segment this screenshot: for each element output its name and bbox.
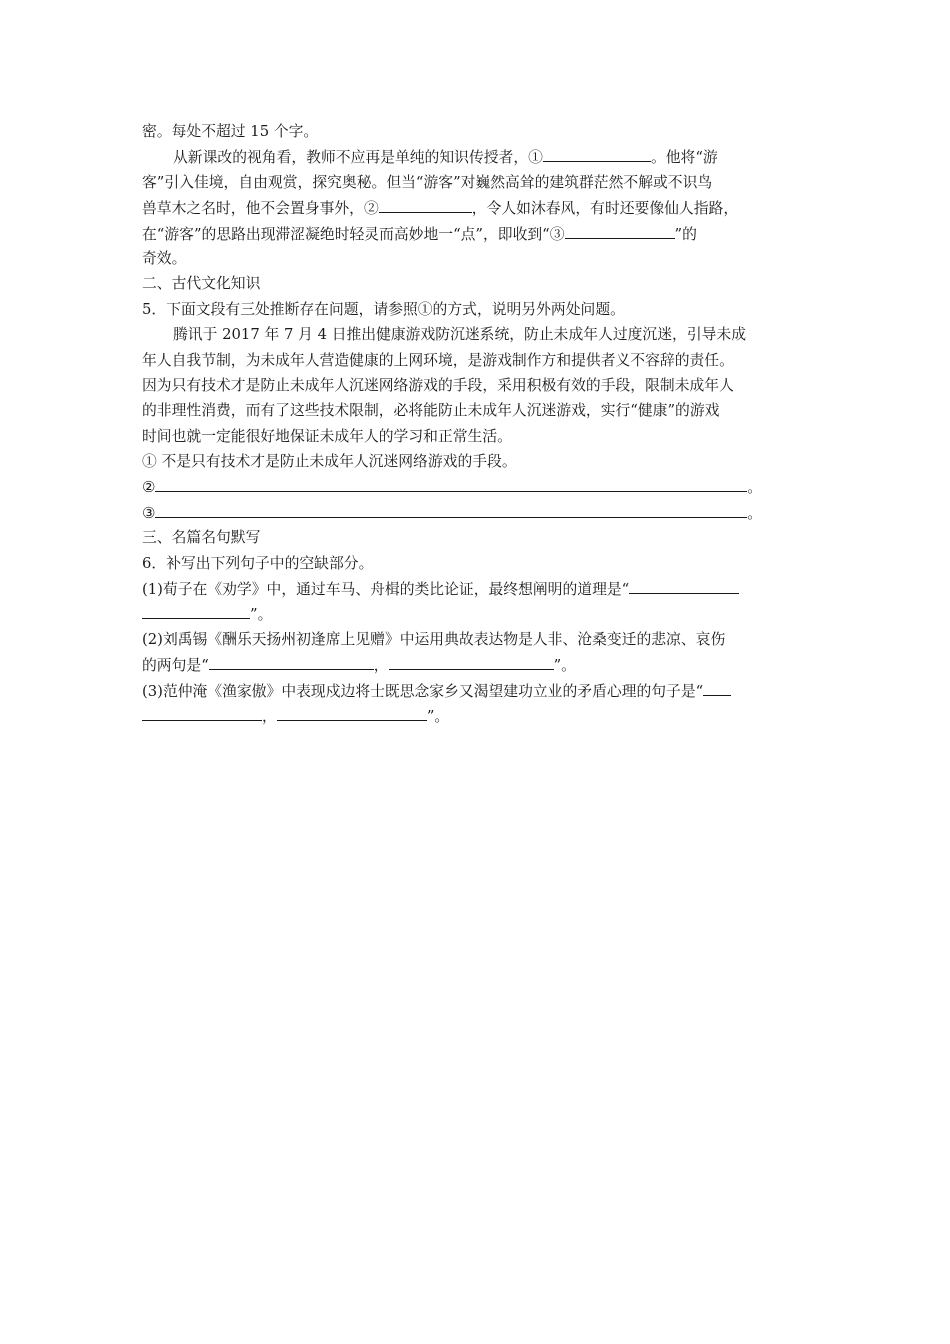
text-segment: (1)荀子在《劝学》中，通过车马、舟楫的类比论证，最终想阐明的道理是“	[142, 581, 630, 599]
document-content	[142, 119, 814, 728]
question-line	[142, 678, 814, 703]
paragraph-line	[142, 221, 814, 246]
answer-blank[interactable]	[629, 576, 739, 594]
text-segment: ”的	[674, 225, 697, 243]
question-line	[142, 703, 814, 728]
answer-line	[142, 474, 814, 499]
question-line	[142, 601, 814, 626]
answer-blank[interactable]	[155, 500, 747, 518]
text-segment: 。	[747, 479, 763, 497]
answer-blank[interactable]	[543, 144, 651, 162]
text-segment: 。他将“游	[650, 149, 718, 167]
passage-line: 因为只有技术才是防止未成年人沉迷网络游戏的手段，采用积极有效的手段，限制未成年人	[142, 376, 734, 394]
answer-label: ③	[142, 504, 156, 522]
answer-label: ②	[142, 479, 156, 497]
passage-line: 年人自我节制，为未成年人营造健康的上网环境，是游戏制作方和提供者义不容辞的责任。	[142, 351, 734, 369]
text-segment: 兽草木之名时，他不会置身事外，②	[142, 200, 379, 218]
text-segment: ，	[262, 707, 277, 725]
text-segment: ”。	[250, 606, 273, 624]
section-title: 二、古代文化知识	[142, 275, 261, 293]
question-prompt: 6．补写出下列句子中的空缺部分。	[142, 554, 374, 572]
passage-line: 腾讯于 2017 年 7 月 4 日推出健康游戏防沉迷系统，防止未成年人过度沉迷，引导未成	[173, 326, 747, 344]
answer-blank[interactable]	[142, 703, 262, 721]
text-segment: 的两句是“	[142, 657, 209, 675]
question-line: (2)刘禹锡《酬乐天扬州初逢席上见赠》中运用典故表达物是人非、沧桑变迁的悲凉、哀伤	[142, 630, 726, 648]
text-segment: 从新课改的视角看，教师不应再是单纯的知识传授者，①	[173, 149, 543, 167]
question-prompt: 5．下面文段有三处推断存在问题，请参照①的方式，说明另外两处问题。	[142, 300, 625, 318]
paragraph-line: 奇效。	[142, 249, 187, 267]
text-segment: ”。	[426, 707, 450, 725]
paragraph-line	[142, 195, 814, 220]
section-title: 三、名篇名句默写	[142, 529, 261, 547]
paragraph-line	[142, 144, 814, 169]
text-segment: ”。	[553, 657, 576, 675]
answer-blank[interactable]	[209, 652, 374, 670]
text-segment: (3)范仲淹《渔家傲》中表现戍边将士既思念家乡又渴望建功立业的矛盾心理的句子是“	[142, 682, 704, 700]
text-line: 密。每处不超过 15 个字。	[142, 123, 319, 140]
question-line	[142, 652, 814, 677]
answer-blank[interactable]	[389, 652, 554, 670]
answer-blank[interactable]	[703, 678, 731, 696]
answer-line	[142, 500, 814, 525]
text-segment: ，	[373, 657, 389, 675]
answer-blank[interactable]	[277, 703, 427, 721]
answer-blank[interactable]	[142, 601, 250, 619]
answer-blank[interactable]	[565, 221, 675, 239]
text-segment: 。	[747, 504, 763, 522]
answer-blank[interactable]	[155, 474, 747, 492]
answer-blank[interactable]	[379, 195, 472, 213]
question-line	[142, 576, 814, 601]
passage-line: 的非理性消费，而有了这些技术限制，必将能防止未成年人沉迷游戏，实行“健康”的游戏	[142, 402, 720, 420]
text-segment: ，令人如沐春风，有时还要像仙人指路，	[471, 200, 739, 218]
passage-line: 时间也就一定能很好地保证未成年人的学习和正常生活。	[142, 427, 512, 445]
text-segment: 在“游客”的思路出现滞涩凝绝时轻灵而高妙地一“点”，即收到“③	[142, 225, 565, 243]
paragraph-line: 客”引入佳境，自由观赏，探究奥秘。但当“游客”对巍然高耸的建筑群茫然不解或不识鸟	[142, 173, 713, 191]
answer-example: ① 不是只有技术才是防止未成年人沉迷网络游戏的手段。	[142, 453, 517, 471]
